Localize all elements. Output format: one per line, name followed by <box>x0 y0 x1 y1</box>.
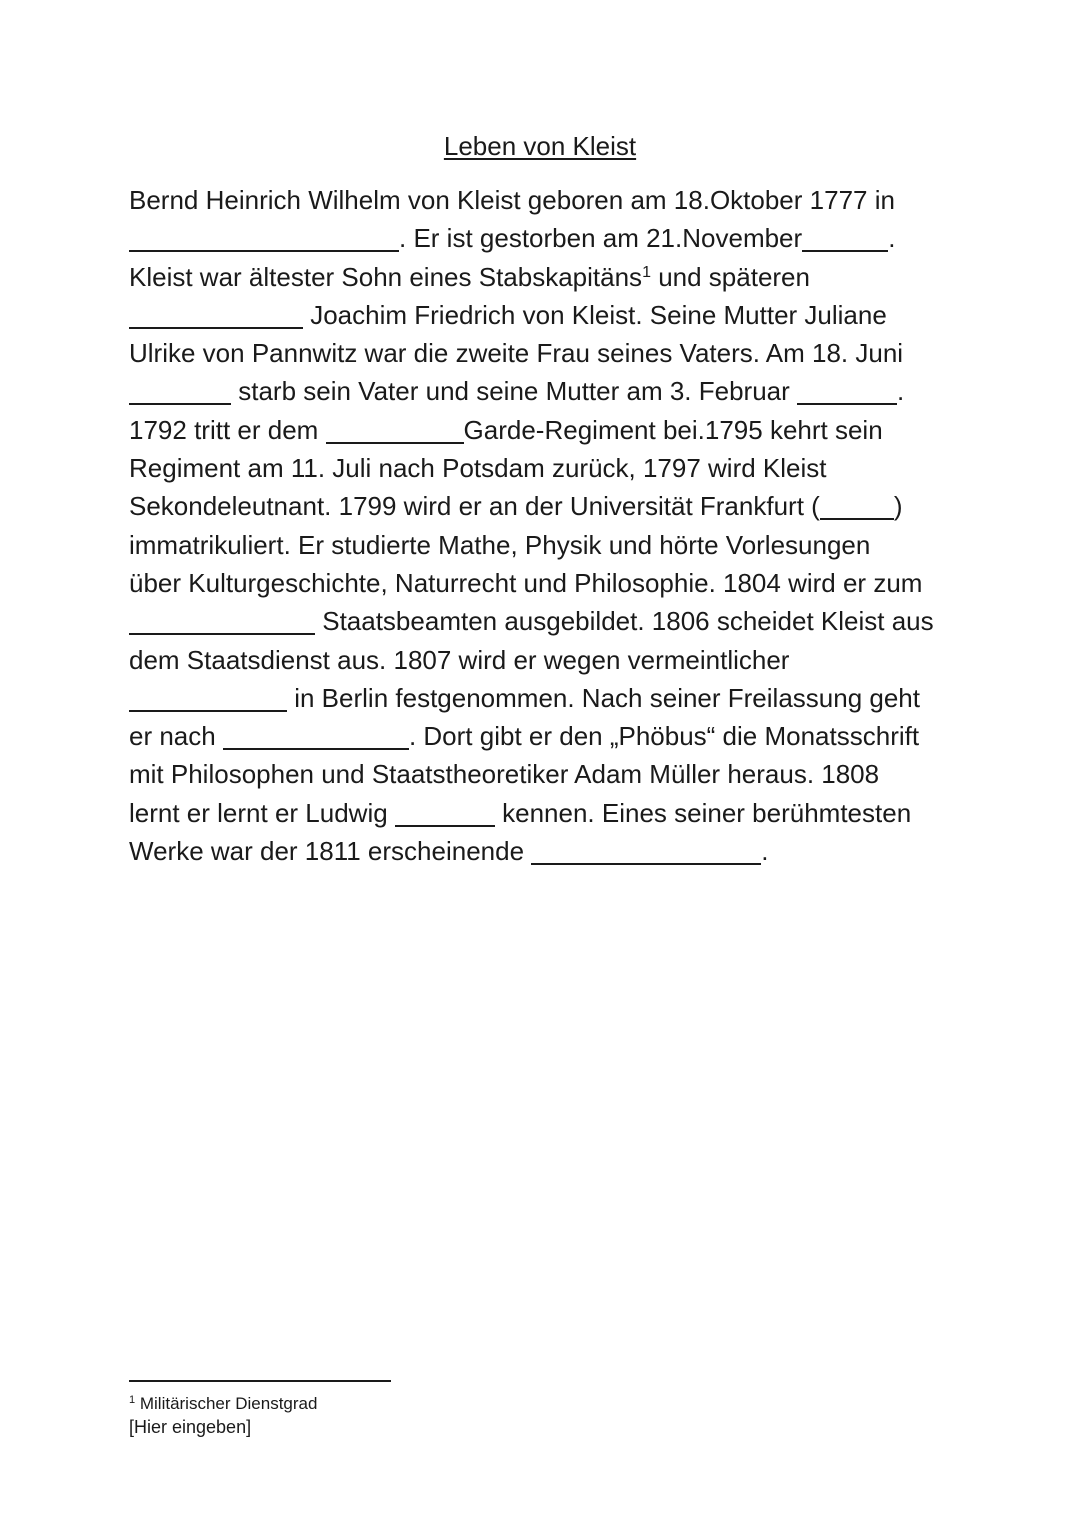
footer-placeholder[interactable]: [Hier eingeben] <box>129 1417 252 1437</box>
line-text: Regiment am 11. Juli nach Potsdam zurück, 1797 wird Kleist <box>129 453 827 484</box>
text-line-5 <box>129 334 959 372</box>
text-line-6 <box>129 372 959 410</box>
blank-regiment[interactable] <box>326 415 464 444</box>
text-line-12 <box>129 602 959 640</box>
line-text: . <box>897 376 905 407</box>
line-text: . <box>888 223 896 254</box>
text-line-2 <box>129 219 959 257</box>
footnote-text: Militärischer Dienstgrad <box>135 1394 318 1413</box>
blank-city[interactable] <box>223 721 409 750</box>
text-line-9 <box>129 487 959 525</box>
text-line-4 <box>129 296 959 334</box>
text-line-13 <box>129 641 959 679</box>
line-text: Ulrike von Pannwitz war die zweite Frau seines Vaters. Am 18. Juni <box>129 338 904 369</box>
text-line-15 <box>129 717 959 755</box>
blank-father-death-year[interactable] <box>129 376 231 405</box>
line-text: Staatsbeamten ausgebildet. 1806 scheidet Kleist aus <box>315 606 934 637</box>
line-text: mit Philosophen und Staatstheoretiker Adam Müller heraus. 1808 <box>129 759 880 790</box>
line-text: lernt er lernt er Ludwig <box>129 797 395 828</box>
line-text: dem Staatsdienst aus. 1807 wird er wegen vermeintlicher <box>129 644 790 675</box>
line-text: ) <box>893 491 903 522</box>
footnote-separator <box>129 1380 391 1382</box>
blank-famous-work[interactable] <box>531 836 761 865</box>
line-text: immatrikuliert. Er studierte Mathe, Physik und hörte Vorlesungen <box>129 529 871 560</box>
footnote-number: 1 <box>129 1394 136 1406</box>
text-line-11 <box>129 564 959 602</box>
line-text: . <box>761 836 769 867</box>
text-line-8 <box>129 449 959 487</box>
page-title: Leben von Kleist <box>443 131 637 161</box>
blank-civil-servant[interactable] <box>129 606 315 635</box>
blank-arrest-reason[interactable] <box>129 683 287 712</box>
line-text: 1792 tritt er dem <box>129 414 326 445</box>
blank-birthplace[interactable] <box>129 223 399 252</box>
text-line-18 <box>129 832 959 870</box>
blank-mother-death-year[interactable] <box>797 376 897 405</box>
line-text: Joachim Friedrich von Kleist. Seine Mutter Juliane <box>303 299 887 330</box>
line-text: und späteren <box>650 261 810 292</box>
line-text: Garde-Regiment bei.1795 kehrt sein <box>463 414 883 445</box>
line-text: Werke war der 1811 erscheinende <box>129 836 532 867</box>
line-text: kennen. Eines seiner berühmtesten <box>494 797 912 828</box>
footnote <box>129 1393 317 1415</box>
line-text: Bernd Heinrich Wilhelm von Kleist geboren am 18.Oktober 1777 in <box>129 185 895 215</box>
line-text: Kleist war ältester Sohn eines Stabskapitäns <box>129 261 643 292</box>
text-line-14 <box>129 679 959 717</box>
line-text: in Berlin festgenommen. Nach seiner Freilassung geht <box>287 682 920 713</box>
blank-ludwig-surname[interactable] <box>395 798 495 827</box>
blank-frankfurt[interactable] <box>820 491 894 520</box>
line-text: er nach <box>129 721 223 752</box>
line-text: über Kulturgeschichte, Naturrecht und Philosophie. 1804 wird er zum <box>129 567 923 598</box>
text-line-16 <box>129 755 959 793</box>
cloze-text <box>129 181 959 870</box>
text-line-17 <box>129 794 959 832</box>
text-line-7 <box>129 411 959 449</box>
line-text: Sekondeleutnant. 1799 wird er an der Universität Frankfurt ( <box>129 491 820 522</box>
line-text: starb sein Vater und seine Mutter am 3. Februar <box>231 376 798 407</box>
line-text: . Dort gibt er den „Phöbus“ die Monatsschrift <box>408 721 920 752</box>
blank-death-year[interactable] <box>802 223 888 252</box>
text-line-10 <box>129 526 959 564</box>
blank-father-rank[interactable] <box>129 300 303 329</box>
footnote-ref[interactable]: 1 <box>642 263 651 281</box>
line-text: . Er ist gestorben am 21.November <box>399 223 803 254</box>
text-line-1 <box>129 181 959 219</box>
text-line-3 <box>129 258 959 296</box>
